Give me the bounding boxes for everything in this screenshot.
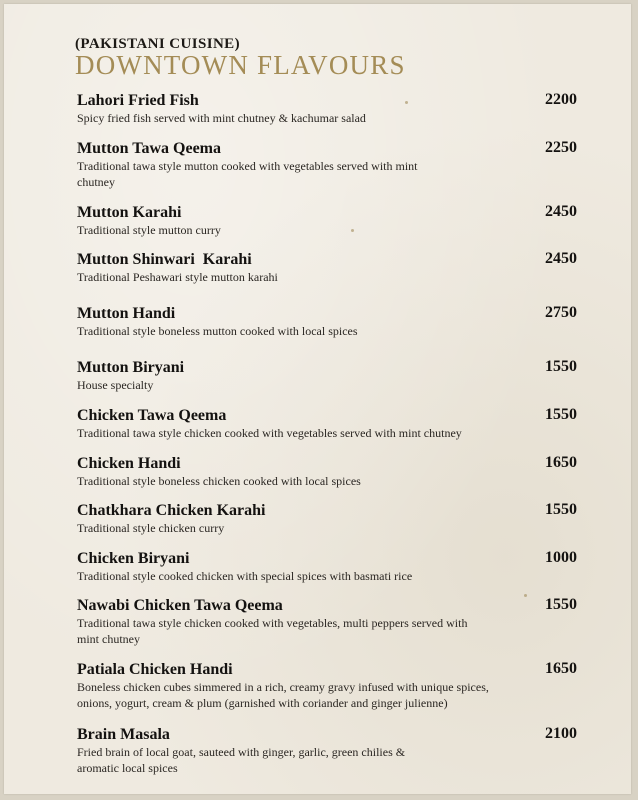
item-description: Boneless chicken cubes simmered in a rich, creamy gravy infused with unique spices, onions, yogurt, cream & plum (garnished with coriander and ginger julienne) [77,680,489,710]
item-description: Traditional style boneless mutton cooked with local spices [77,324,358,338]
item-name: Mutton Karahi [77,204,182,221]
menu-item [77,549,577,584]
menu-item [77,725,577,776]
item-description: House specialty [77,378,154,392]
menu-item [77,501,577,536]
item-price: 2250 [545,139,577,156]
item-name: Patiala Chicken Handi [77,661,233,678]
menu-header [75,36,406,81]
menu-page [4,4,631,794]
item-price: 1650 [545,660,577,677]
item-price: 2450 [545,250,577,267]
item-price: 1550 [545,596,577,613]
item-description: Traditional style cooked chicken with special spices with basmati rice [77,569,413,583]
item-price: 1650 [545,454,577,471]
menu-item [77,660,577,711]
cuisine-label: (PAKISTANI CUISINE) [75,36,240,52]
menu-item [77,406,577,441]
item-name: Mutton Shinwari Karahi [77,251,252,268]
item-name: Lahori Fried Fish [77,92,199,109]
menu-item [77,250,577,285]
item-description: Traditional style mutton curry [77,223,221,237]
item-description: Traditional Peshawari style mutton karahi [77,270,278,284]
menu-item [77,454,577,489]
item-price: 2450 [545,203,577,220]
item-price: 1550 [545,406,577,423]
item-description: Traditional tawa style chicken cooked with vegetables served with mint chutney [77,426,462,440]
item-price: 1550 [545,358,577,375]
menu-item [77,139,577,190]
item-name: Mutton Handi [77,305,176,322]
menu-item [77,596,577,647]
item-description: Traditional style chicken curry [77,521,225,535]
menu-item [77,203,577,238]
item-name: Nawabi Chicken Tawa Qeema [77,597,283,614]
menu-title: DOWNTOWN FLAVOURS [75,50,406,80]
item-name: Chatkhara Chicken Karahi [77,502,266,519]
item-price: 2200 [545,91,577,108]
menu-item [77,304,577,339]
item-name: Mutton Biryani [77,359,185,376]
item-description: Spicy fried fish served with mint chutney & kachumar salad [77,111,366,125]
item-price: 1550 [545,501,577,518]
item-name: Mutton Tawa Qeema [77,140,221,157]
item-price: 2750 [545,304,577,321]
item-description: Traditional tawa style mutton cooked with vegetables served with mint chutney [77,159,418,189]
item-name: Chicken Handi [77,455,181,472]
item-description: Fried brain of local goat, sauteed with ginger, garlic, green chilies & aromatic local spices [77,745,406,775]
item-description: Traditional style boneless chicken cooked with local spices [77,474,361,488]
item-name: Chicken Biryani [77,550,190,567]
item-name: Brain Masala [77,726,170,743]
item-price: 2100 [545,725,577,742]
item-name: Chicken Tawa Qeema [77,407,227,424]
item-price: 1000 [545,549,577,566]
item-description: Traditional tawa style chicken cooked with vegetables, multi peppers served with mint chutney [77,616,468,646]
menu-item [77,91,577,126]
menu-item [77,358,577,393]
